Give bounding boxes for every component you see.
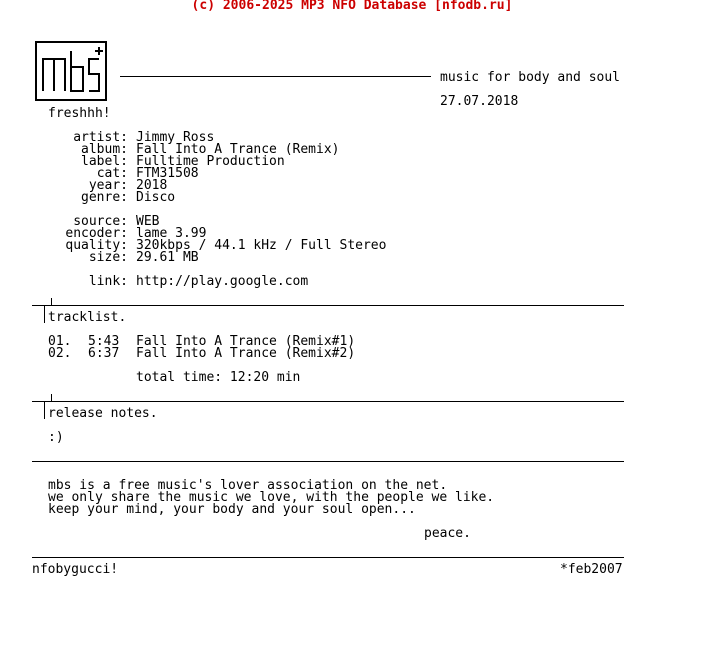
track-time: 5:43 (88, 334, 120, 349)
notes-heading: release notes. (48, 406, 158, 421)
track-title: Fall Into A Trance (Remix#1) (136, 334, 356, 349)
mbs-logo (35, 41, 107, 101)
tech-value: lame 3.99 (136, 226, 207, 241)
link-value: http://play.google.com (136, 274, 309, 289)
info-value: Disco (136, 190, 176, 205)
track-time: 6:37 (88, 346, 120, 361)
about-line: keep your mind, your body and your soul open... (48, 502, 416, 517)
header-rule (120, 76, 431, 77)
info-label: cat: (96, 166, 128, 181)
track-number: 02. (48, 346, 72, 361)
info-value: Jimmy Ross (136, 130, 215, 145)
info-value: Fulltime Production (136, 154, 285, 169)
about-sign: peace. (424, 526, 471, 541)
tech-label: size: (88, 250, 128, 265)
notes-bracket (44, 401, 45, 419)
release-group-name: freshhh! (48, 106, 111, 121)
info-label: year: (88, 178, 128, 193)
notes-body: :) (48, 430, 64, 445)
tech-value: 29.61 MB (136, 250, 199, 265)
tracklist-tick (51, 298, 52, 305)
notes-tick (51, 394, 52, 401)
tracklist-rule (32, 305, 624, 306)
release-date: 27.07.2018 (440, 94, 519, 109)
footer-date: *feb2007 (560, 562, 623, 577)
track-title: Fall Into A Trance (Remix#2) (136, 346, 356, 361)
about-line: we only share the music we love, with the people we like. (48, 490, 495, 505)
footer-credit: nfobygucci! (32, 562, 119, 577)
notes-rule (32, 401, 624, 402)
tracklist-bracket (44, 305, 45, 323)
tech-label: quality: (65, 238, 128, 253)
tech-value: WEB (136, 214, 160, 229)
tech-label: encoder: (65, 226, 128, 241)
info-label: genre: (81, 190, 128, 205)
nfodb-credit: (c) 2006-2025 MP3 NFO Database [nfodb.ru] (191, 0, 513, 13)
info-value: FTM31508 (136, 166, 199, 181)
tagline: music for body and soul (440, 70, 621, 85)
tech-value: 320kbps / 44.1 kHz / Full Stereo (136, 238, 387, 253)
about-rule (32, 461, 624, 462)
tracklist-heading: tracklist. (48, 310, 127, 325)
info-label: artist: (73, 130, 128, 145)
info-label: label: (81, 154, 128, 169)
info-value: Fall Into A Trance (Remix) (136, 142, 340, 157)
info-value: 2018 (136, 178, 168, 193)
info-label: album: (81, 142, 128, 157)
tech-label: source: (73, 214, 128, 229)
total-time: total time: 12:20 min (136, 370, 301, 385)
link-label: link: (88, 274, 128, 289)
track-number: 01. (48, 334, 72, 349)
about-line: mbs is a free music's lover association on the net. (48, 478, 448, 493)
footer-rule (32, 557, 624, 558)
